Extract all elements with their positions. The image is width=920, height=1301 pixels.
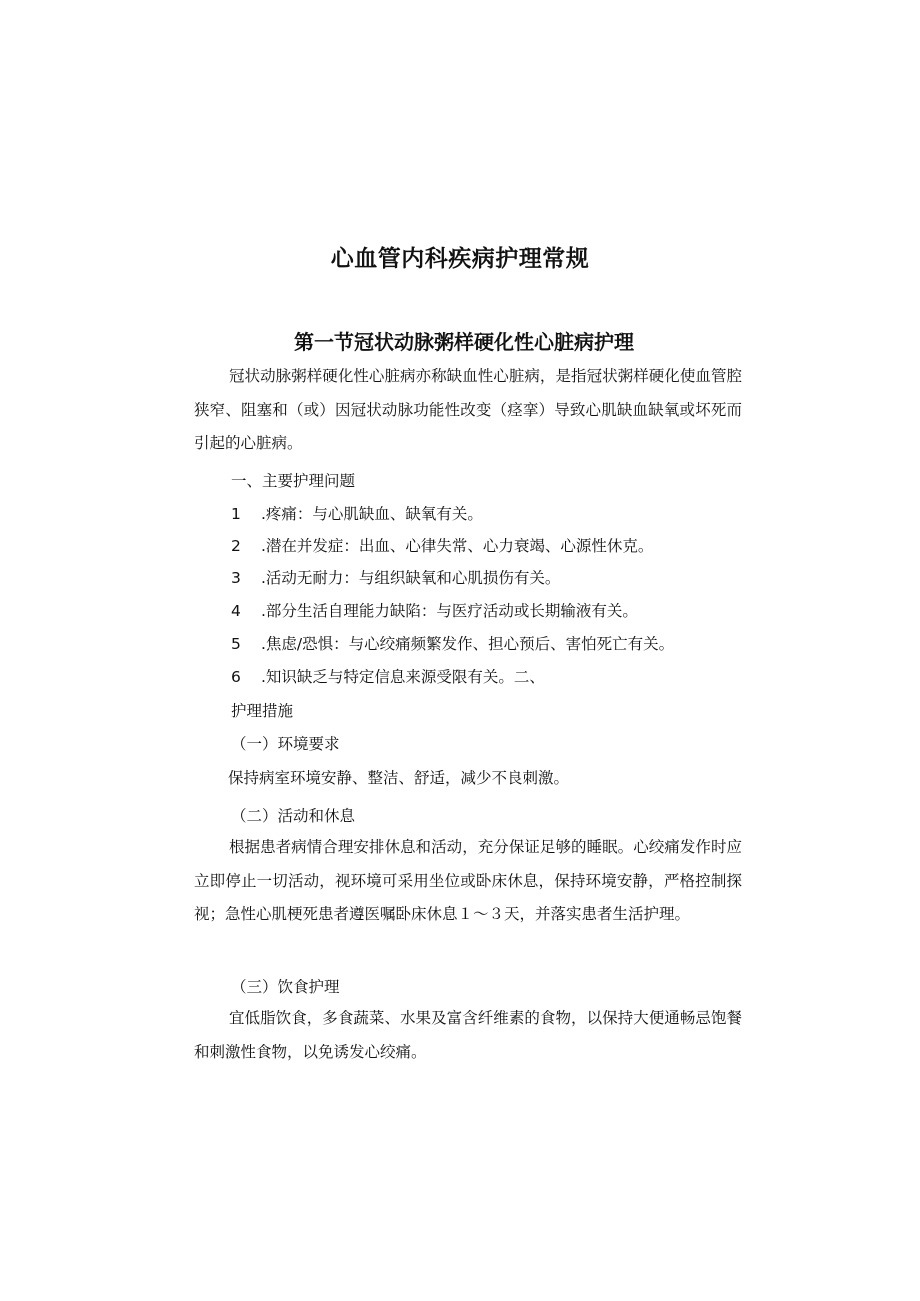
intro-paragraph: 冠状动脉粥样硬化性心脏病亦称缺血性心脏病，是指冠状粥样硬化使血管腔狭窄、阻塞和（或）因冠状动脉功能性改变（痉挛）导致心肌缺血缺氧或坏死而引起的心脏病。 (194, 367, 742, 452)
list-item-number: 1 (231, 505, 241, 523)
list-item-text: .部分生活自理能力缺陷：与医疗活动或长期输液有关。 (261, 602, 638, 620)
list-item-text: .知识缺乏与特定信息来源受限有关。二、 (261, 668, 545, 686)
list-item (231, 567, 560, 589)
list-item-text: .疼痛：与心肌缺血、缺氧有关。 (261, 505, 483, 523)
list-item-number: 2 (231, 537, 241, 555)
list-item (231, 666, 545, 688)
list-item (231, 600, 638, 622)
list-item-text: .焦虑/恐惧：与心绞痛频繁发作、担心预后、害怕死亡有关。 (261, 635, 675, 653)
list-item (231, 535, 653, 557)
list-item (231, 633, 674, 655)
list-item-text: .潜在并发症：出血、心律失常、心力衰竭、心源性休克。 (261, 537, 654, 555)
problems-heading: 一、主要护理问题 (231, 472, 356, 490)
diet-heading: （三）饮食护理 (231, 978, 340, 996)
measures-heading: 护理措施 (231, 702, 294, 720)
environment-heading: （一）环境要求 (231, 735, 340, 753)
list-item-number: 3 (231, 569, 241, 587)
activity-paragraph: 根据患者病情合理安排休息和活动，充分保证足够的睡眠。心绞痛发作时应立即停止一切活动，视环境可采用坐位或卧床休息，保持环境安静，严格控制探视；急性心肌梗死患者遵医嘱卧床休息１～３天，并落实患者生活护理。 (194, 838, 742, 923)
list-item-text: .活动无耐力：与组织缺氧和心肌损伤有关。 (261, 569, 561, 587)
document-title: 心血管内科疾病护理常规 (330, 246, 590, 272)
list-item-number: 5 (231, 635, 241, 653)
diet-paragraph: 宜低脂饮食，多食蔬菜、水果及富含纤维素的食物，以保持大便通畅忌饱餐和刺激性食物，以免诱发心绞痛。 (194, 1009, 742, 1061)
section-title: 第一节冠状动脉粥样硬化性心脏病护理 (294, 330, 634, 354)
list-item (231, 503, 483, 525)
list-item-number: 6 (231, 668, 241, 686)
environment-text: 保持病室环境安静、整洁、舒适，减少不良刺激。 (228, 769, 570, 787)
list-item-number: 4 (231, 602, 241, 620)
activity-heading: （二）活动和休息 (231, 807, 356, 825)
